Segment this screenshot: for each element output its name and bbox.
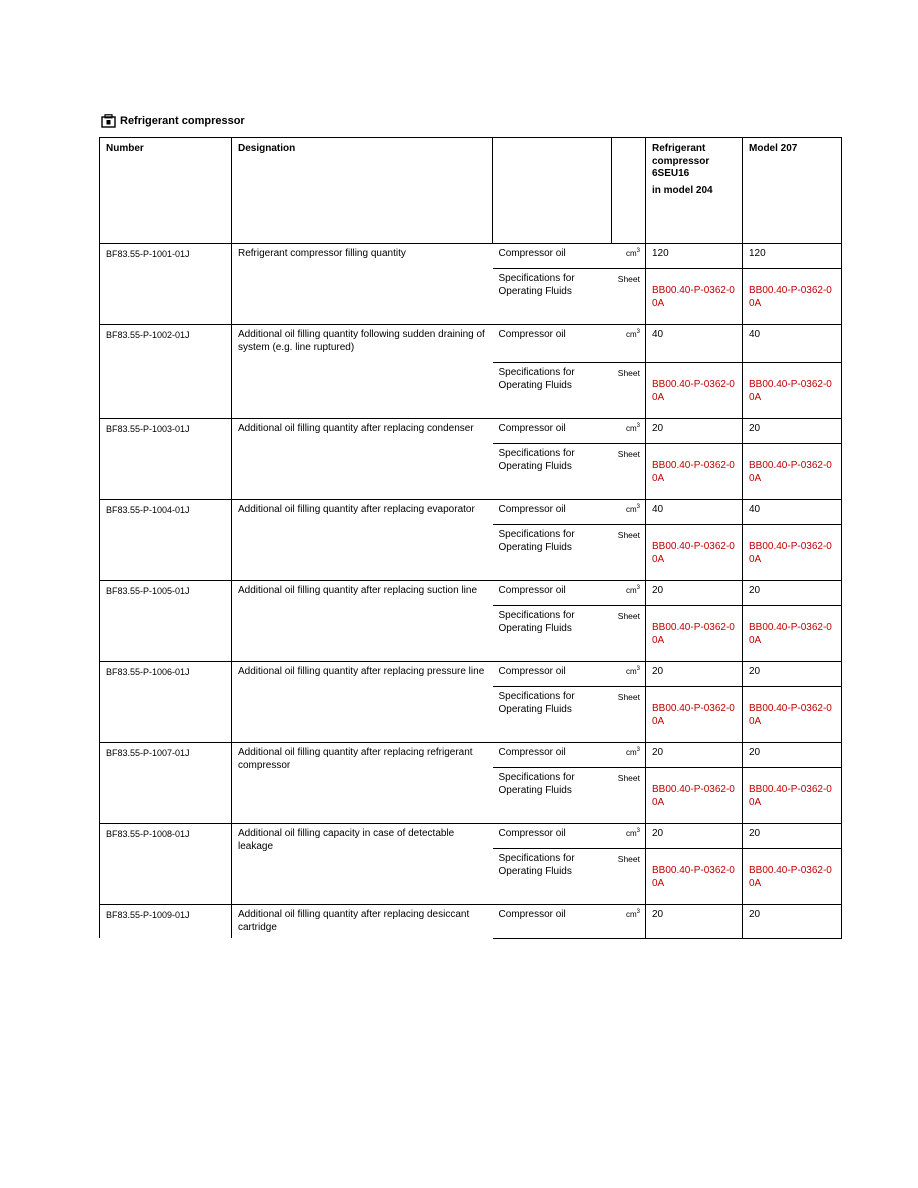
oil-unit: $cm^3$ [612, 581, 646, 606]
table-row [100, 743, 842, 768]
row-designation: Refrigerant compressor filling quantity [232, 244, 493, 325]
oil-value-model-207: 40 [743, 500, 842, 525]
spec-reference-model-204[interactable]: BB00.40-P-0362-00A [646, 269, 743, 325]
oil-value-model-207: 40 [743, 325, 842, 363]
column-header-number: Number [100, 138, 232, 244]
oil-value-model-207: 20 [743, 743, 842, 768]
spec-label: Specifications for Operating Fluids [493, 363, 612, 419]
oil-value-model-207: 20 [743, 581, 842, 606]
row-designation: Additional oil filling quantity after replacing condenser [232, 419, 493, 500]
table-row [100, 419, 842, 444]
spec-reference-model-207[interactable]: BB00.40-P-0362-00A [743, 606, 842, 662]
row-number: BF83.55-P-1009-01J [100, 905, 232, 939]
row-number: BF83.55-P-1008-01J [100, 824, 232, 905]
oil-value-model-204: 20 [646, 905, 743, 939]
table-row [100, 824, 842, 849]
oil-value-model-207: 20 [743, 824, 842, 849]
section-title: Refrigerant compressor [120, 115, 245, 127]
spec-reference-model-204[interactable]: BB00.40-P-0362-00A [646, 363, 743, 419]
spec-reference-model-207[interactable]: BB00.40-P-0362-00A [743, 444, 842, 500]
oil-unit: $cm^3$ [612, 419, 646, 444]
oil-unit: $cm^3$ [612, 824, 646, 849]
spec-label: Specifications for Operating Fluids [493, 687, 612, 743]
column-header-model-207: Model 207 [743, 138, 842, 244]
spec-unit: Sheet [612, 768, 646, 824]
row-designation: Additional oil filling quantity after replacing desiccant cartridge [232, 905, 493, 939]
spec-label: Specifications for Operating Fluids [493, 849, 612, 905]
row-number: BF83.55-P-1005-01J [100, 581, 232, 662]
row-number: BF83.55-P-1001-01J [100, 244, 232, 325]
spec-reference-model-207[interactable]: BB00.40-P-0362-00A [743, 849, 842, 905]
spec-reference-model-207[interactable]: BB00.40-P-0362-00A [743, 768, 842, 824]
oil-value-model-207: 20 [743, 905, 842, 939]
oil-unit: $cm^3$ [612, 500, 646, 525]
oil-label: Compressor oil [493, 905, 612, 939]
row-number: BF83.55-P-1003-01J [100, 419, 232, 500]
spec-reference-model-204[interactable]: BB00.40-P-0362-00A [646, 768, 743, 824]
oil-value-model-204: 120 [646, 244, 743, 269]
table-row [100, 325, 842, 363]
spec-reference-model-204[interactable]: BB00.40-P-0362-00A [646, 525, 743, 581]
row-number: BF83.55-P-1002-01J [100, 325, 232, 419]
spec-label: Specifications for Operating Fluids [493, 606, 612, 662]
spec-reference-model-204[interactable]: BB00.40-P-0362-00A [646, 849, 743, 905]
spec-reference-model-207[interactable]: BB00.40-P-0362-00A [743, 269, 842, 325]
spec-reference-model-204[interactable]: BB00.40-P-0362-00A [646, 606, 743, 662]
table-row [100, 662, 842, 687]
oil-value-model-207: 20 [743, 662, 842, 687]
spec-unit: Sheet [612, 606, 646, 662]
spec-unit: Sheet [612, 525, 646, 581]
spec-label: Specifications for Operating Fluids [493, 444, 612, 500]
row-designation: Additional oil filling capacity in case of detectable leakage [232, 824, 493, 905]
row-designation: Additional oil filling quantity after replacing evaporator [232, 500, 493, 581]
row-designation: Additional oil filling quantity after replacing suction line [232, 581, 493, 662]
spec-unit: Sheet [612, 269, 646, 325]
oil-value-model-204: 20 [646, 419, 743, 444]
table-row [100, 500, 842, 525]
spec-reference-model-207[interactable]: BB00.40-P-0362-00A [743, 363, 842, 419]
table-row [100, 581, 842, 606]
table-header-row [100, 138, 842, 244]
oil-label: Compressor oil [493, 662, 612, 687]
column-header-designation-spacer [493, 138, 612, 244]
oil-unit: $cm^3$ [612, 244, 646, 269]
spec-unit: Sheet [612, 444, 646, 500]
spec-reference-model-207[interactable]: BB00.40-P-0362-00A [743, 525, 842, 581]
oil-label: Compressor oil [493, 325, 612, 363]
row-number: BF83.55-P-1004-01J [100, 500, 232, 581]
row-designation: Additional oil filling quantity after replacing pressure line [232, 662, 493, 743]
oil-unit: $cm^3$ [612, 662, 646, 687]
oil-unit: $cm^3$ [612, 743, 646, 768]
column-header-model-204: Refrigerant compressor 6SEU16 in model 204 [646, 138, 743, 244]
spec-unit: Sheet [612, 849, 646, 905]
oil-unit: $cm^3$ [612, 905, 646, 939]
column-header-designation: Designation [232, 138, 493, 244]
row-number: BF83.55-P-1007-01J [100, 743, 232, 824]
table-row [100, 905, 842, 939]
oil-value-model-204: 20 [646, 743, 743, 768]
row-designation: Additional oil filling quantity following sudden draining of system (e.g. line ruptured) [232, 325, 493, 419]
oil-label: Compressor oil [493, 500, 612, 525]
spec-unit: Sheet [612, 363, 646, 419]
spec-reference-model-204[interactable]: BB00.40-P-0362-00A [646, 687, 743, 743]
spec-reference-model-204[interactable]: BB00.40-P-0362-00A [646, 444, 743, 500]
spec-unit: Sheet [612, 687, 646, 743]
oil-unit: $cm^3$ [612, 325, 646, 363]
oil-value-model-207: 120 [743, 244, 842, 269]
row-designation: Additional oil filling quantity after replacing refrigerant compressor [232, 743, 493, 824]
spec-label: Specifications for Operating Fluids [493, 269, 612, 325]
table-row [100, 244, 842, 269]
spec-label: Specifications for Operating Fluids [493, 525, 612, 581]
oil-value-model-204: 40 [646, 325, 743, 363]
oil-value-model-204: 20 [646, 581, 743, 606]
oil-value-model-204: 20 [646, 662, 743, 687]
oil-label: Compressor oil [493, 824, 612, 849]
column-header-unit-spacer [612, 138, 646, 244]
oil-value-model-204: 40 [646, 500, 743, 525]
spec-label: Specifications for Operating Fluids [493, 768, 612, 824]
spec-reference-model-207[interactable]: BB00.40-P-0362-00A [743, 687, 842, 743]
tool-box-icon [101, 114, 116, 128]
oil-label: Compressor oil [493, 419, 612, 444]
section-heading [101, 114, 245, 128]
oil-value-model-207: 20 [743, 419, 842, 444]
oil-label: Compressor oil [493, 743, 612, 768]
oil-label: Compressor oil [493, 244, 612, 269]
specification-table [99, 137, 842, 939]
oil-label: Compressor oil [493, 581, 612, 606]
row-number: BF83.55-P-1006-01J [100, 662, 232, 743]
oil-value-model-204: 20 [646, 824, 743, 849]
